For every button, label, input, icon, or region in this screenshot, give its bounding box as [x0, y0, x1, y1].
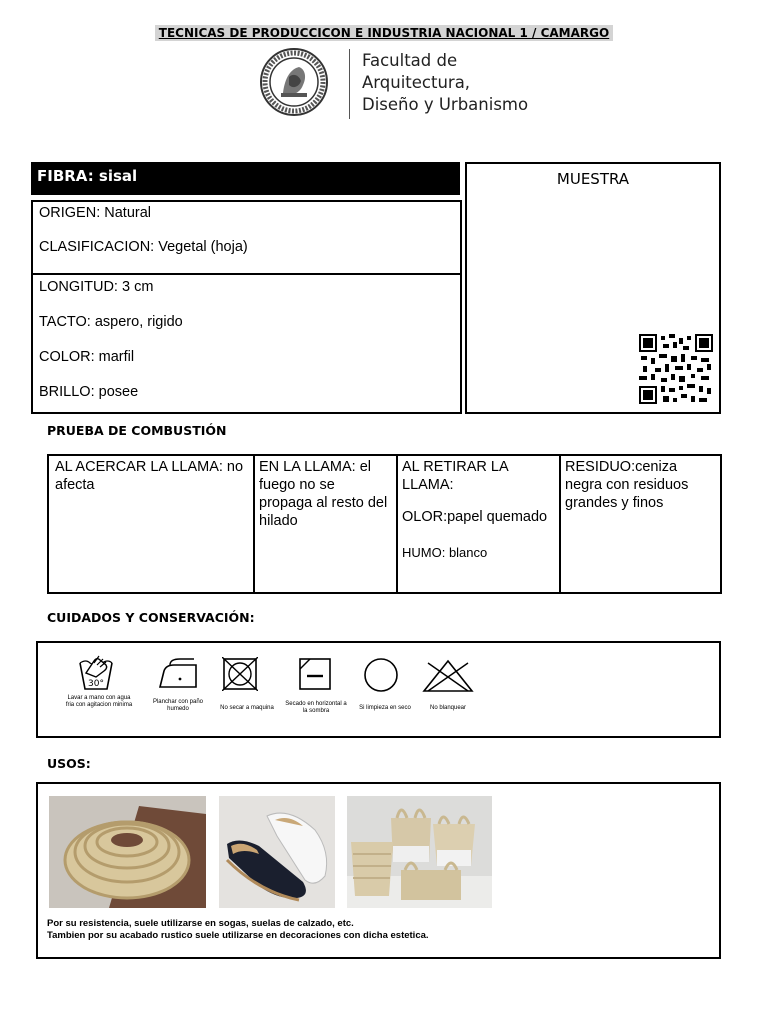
espadrilles-photo [219, 796, 335, 908]
care-box [36, 641, 721, 738]
combustion-heading: PRUEBA DE COMBUSTIÓN [47, 423, 227, 438]
residue-cell [559, 456, 720, 592]
wash-temp: 30° [88, 679, 104, 689]
iron-icon [156, 657, 200, 691]
color-text: COLOR: marfil [39, 349, 135, 365]
in-flame-cell [253, 456, 398, 592]
hand-wash-label: Lavar a mano con agua fria con agitacion minima [65, 695, 133, 708]
sample-label: MUESTRA [556, 170, 630, 188]
touch-text: TACTO: aspero, rigido [39, 314, 183, 330]
faculty-name: Facultad de Arquitectura, Diseño y Urbanismo [362, 51, 529, 114]
uses-description: Por su resistencia, suele utilizarse en sogas, suelas de calzado, etc. Tambien por su acabado rustico suele utilizarse en decoraciones con dicha estetica. [47, 918, 429, 941]
shine-text: BRILLO: posee [39, 384, 139, 400]
header-divider [349, 49, 350, 119]
document-title: TECNICAS DE PRODUCCICON E INDUSTRIA NACIONAL 1 / CAMARGO [0, 26, 768, 40]
no-bleach-icon [422, 659, 474, 693]
uses-heading: USOS: [47, 756, 91, 771]
iron-label: Planchar con paño humedo [152, 699, 204, 712]
approach-flame-cell [49, 456, 255, 592]
no-tumble-dry-icon [222, 657, 258, 691]
remove-flame-cell [396, 456, 561, 592]
dry-clean-label: Si limpieza en seco [359, 705, 411, 711]
sisal-rope-photo [49, 796, 206, 908]
fiber-title: FIBRA: sisal [31, 162, 460, 195]
combustion-table [47, 454, 722, 594]
origin-text: ORIGEN: Natural [39, 205, 151, 221]
approach-flame-text: AL ACERCAR LA LLAMA: no afecta [55, 459, 244, 493]
classification-text: CLASIFICACION: Vegetal (hoja) [39, 239, 248, 255]
no-tumble-dry-label: No secar a maquina [220, 705, 274, 711]
no-bleach-label: No blanquear [429, 705, 467, 711]
university-seal-icon [259, 47, 329, 117]
smoke-text: HUMO: blanco [402, 545, 488, 560]
sisal-baskets-photo [347, 796, 492, 908]
care-heading: CUIDADOS Y CONSERVACIÓN: [47, 610, 255, 625]
residue-text: RESIDUO:ceniza negra con residuos grandes y finos [565, 459, 689, 511]
dry-flat-shade-icon [298, 657, 332, 691]
dry-flat-shade-label: Secado en horizontal a la sombra [285, 701, 347, 714]
smell-text: OLOR:papel quemado [402, 509, 548, 525]
in-flame-text: EN LA LLAMA: el fuego no se propaga al resto del hilado [259, 459, 388, 529]
remove-flame-text: AL RETIRAR LA LLAMA: [402, 459, 508, 493]
qr-code-icon[interactable] [639, 334, 713, 404]
dry-clean-icon [363, 657, 399, 693]
hand-wash-icon [76, 651, 116, 691]
length-text: LONGITUD: 3 cm [39, 279, 154, 295]
